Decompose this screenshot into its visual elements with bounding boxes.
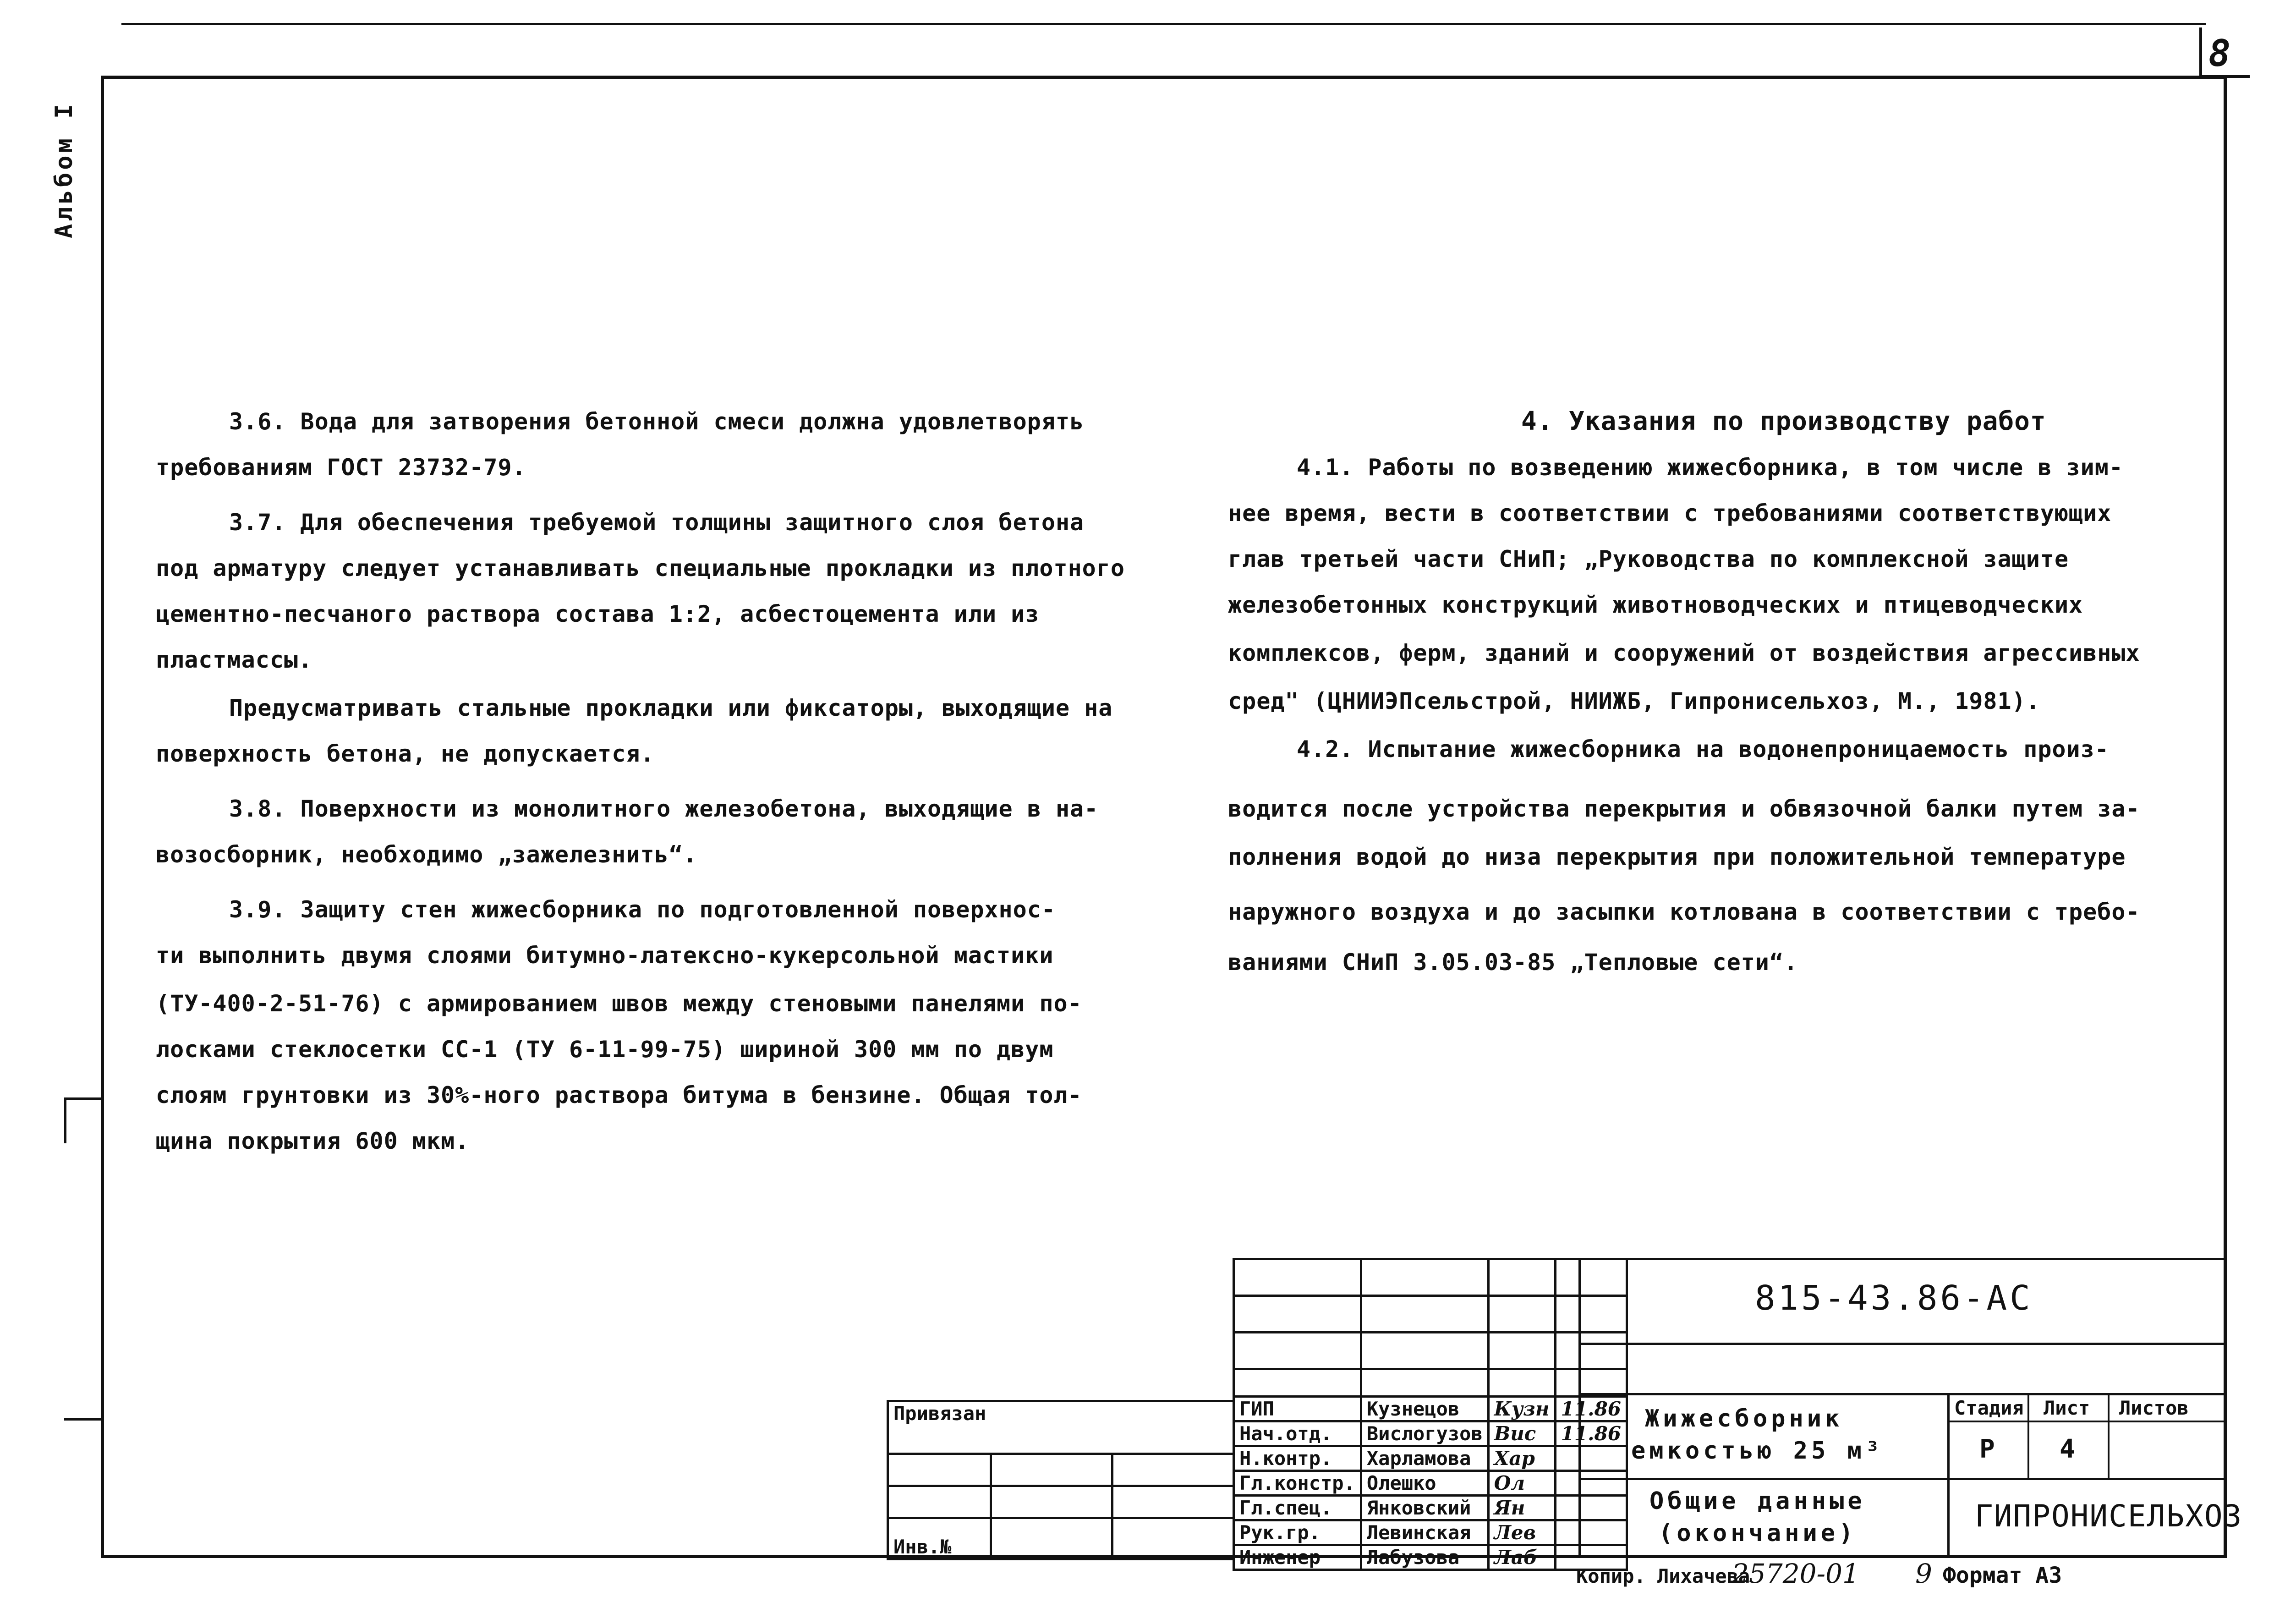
paper-format: Формат А3	[1943, 1563, 2062, 1588]
person-name: Левинская	[1361, 1520, 1488, 1545]
sheet-label: Лист	[2044, 1397, 2090, 1419]
role-label: Рук.гр.	[1234, 1520, 1361, 1545]
organization-name: ГИПРОНИСЕЛЬХОЗ	[1975, 1498, 2243, 1534]
binding-mark-vertical	[64, 1097, 66, 1143]
person-name: Олешко	[1361, 1471, 1488, 1496]
title-divider	[1578, 1343, 2227, 1345]
text-line: цементно-песчаного раствора состава 1:2, асбестоцемента или из	[156, 601, 1040, 627]
binding-mark-lower	[64, 1418, 101, 1421]
text-line: 4.1. Работы по возведению жижесборника, в том числе в зим-	[1297, 454, 2123, 481]
text-line: 3.7. Для обеспечения требуемой толщины защитного слоя бетона	[229, 509, 1085, 536]
object-capacity: емкостью 25 м³	[1631, 1437, 1884, 1465]
text-line: 3.8. Поверхности из монолитного железобетона, выходящие в на-	[229, 796, 1099, 822]
title-divider	[1578, 1478, 2227, 1480]
role-label: Н.контр.	[1234, 1446, 1361, 1471]
inv-label: Инв.№	[893, 1536, 952, 1558]
text-line: (ТУ-400-2-51-76) с армированием швов между стеновыми панелями по-	[156, 990, 1082, 1017]
text-line: нее время, вести в соответствии с требованиями соответствующих	[1228, 500, 2112, 527]
text-line: лосками стеклосетки СС-1 (ТУ 6-11-99-75) шириной 300 мм по двум	[156, 1036, 1054, 1063]
sheet-value: 4	[2060, 1434, 2075, 1464]
signature: Ол	[1488, 1471, 1555, 1496]
text-line: поверхность бетона, не допускается.	[156, 741, 655, 767]
text-line: пластмассы.	[156, 647, 313, 673]
top-border-line	[121, 23, 2206, 25]
signature-row	[1234, 1496, 1627, 1520]
person-name: Лабузова	[1361, 1545, 1488, 1570]
text-line: ти выполнить двумя слоями битумно-латексно-кукерсольной мастики	[156, 942, 1054, 969]
stage-label: Стадия	[1954, 1397, 2024, 1419]
signature: Кузн	[1488, 1397, 1555, 1421]
text-line: водится после устройства перекрытия и обвязочной балки путем за-	[1228, 796, 2140, 822]
signature-row	[1234, 1397, 1627, 1421]
document-number: 25720-01	[1732, 1558, 1859, 1589]
person-name: Вислогузов	[1361, 1421, 1488, 1446]
signature-row	[1234, 1545, 1627, 1570]
section-heading: 4. Указания по производству работ	[1521, 406, 2046, 436]
signature: Лев	[1488, 1520, 1555, 1545]
copied-by: Копир. Лихачева	[1576, 1565, 1750, 1587]
binding-box	[887, 1400, 1235, 1560]
role-label: ГИП	[1234, 1397, 1361, 1421]
person-name: Кузнецов	[1361, 1397, 1488, 1421]
signature: Лаб	[1488, 1545, 1555, 1570]
text-line: 4.2. Испытание жижесборника на водонепроницаемость произ-	[1297, 736, 2109, 763]
stage-divider	[2108, 1393, 2110, 1478]
stage-divider	[2027, 1393, 2029, 1478]
signature: Вис	[1488, 1421, 1555, 1446]
page-number: 9	[1915, 1558, 1932, 1589]
text-line: требованиям ГОСТ 23732-79.	[156, 454, 526, 481]
signatures-table	[1233, 1258, 1628, 1571]
role-label: Нач.отд.	[1234, 1421, 1361, 1446]
sheet-number: 8	[2208, 32, 2231, 75]
title-divider-vertical	[1947, 1393, 1950, 1558]
text-line: слоям грунтовки из 30%-ного раствора битума в бензине. Общая тол-	[156, 1082, 1082, 1108]
title-divider	[1578, 1393, 2227, 1395]
object-title: Жижесборник	[1645, 1405, 1843, 1432]
person-name: Харламова	[1361, 1446, 1488, 1471]
text-line: под арматуру следует устанавливать специальные прокладки из плотного	[156, 555, 1125, 582]
text-line: сред" (ЦНИИЭПсельстрой, НИИЖБ, Гипронисельхоз, М., 1981).	[1228, 688, 2040, 714]
sheet-subtitle: (окончание)	[1659, 1520, 1857, 1547]
text-line: Предусматривать стальные прокладки или фиксаторы, выходящие на	[229, 695, 1113, 721]
sheet-title: Общие данные	[1649, 1487, 1866, 1515]
signature: Ян	[1488, 1496, 1555, 1520]
role-label: Гл.констр.	[1234, 1471, 1361, 1496]
signature-row	[1234, 1471, 1627, 1496]
sheets-label: Листов	[2119, 1397, 2189, 1419]
text-line: 3.6. Вода для затворения бетонной смеси должна удовлетворять	[229, 408, 1085, 435]
text-line: полнения водой до низа перекрытия при положительной температуре	[1228, 844, 2126, 870]
sign-date: 11.86	[1555, 1421, 1627, 1446]
stage-header-line	[1947, 1421, 2227, 1422]
text-line: железобетонных конструкций животноводческих и птицеводческих	[1228, 592, 2083, 618]
text-line: ваниями СНиП 3.05.03-85 „Тепловые сети“.	[1228, 949, 1798, 976]
role-label: Гл.спец.	[1234, 1496, 1361, 1520]
text-line: наружного воздуха и до засыпки котлована в соответствии с требо-	[1228, 899, 2140, 925]
sign-date: 11.86	[1555, 1397, 1627, 1421]
text-line: 3.9. Защиту стен жижесборника по подготовленной поверхнос-	[229, 896, 1056, 923]
album-label: Альбом I	[50, 101, 78, 238]
role-label: Инженер	[1234, 1545, 1361, 1570]
bound-label: Привязан	[893, 1402, 986, 1425]
person-name: Янковский	[1361, 1496, 1488, 1520]
text-line: глав третьей части СНиП; „Руководства по комплексной защите	[1228, 546, 2069, 572]
signature-row	[1234, 1421, 1627, 1446]
text-line: щина покрытия 600 мкм.	[156, 1128, 470, 1154]
signature-row	[1234, 1520, 1627, 1545]
document-code: 815-43.86-АС	[1755, 1278, 2033, 1318]
stage-value: Р	[1979, 1434, 1995, 1464]
signature-row	[1234, 1446, 1627, 1471]
binding-mark	[64, 1097, 101, 1100]
text-line: возосборник, необходимо „зажелезнить“.	[156, 841, 697, 868]
signature: Хар	[1488, 1446, 1555, 1471]
text-line: комплексов, ферм, зданий и сооружений от воздействия агрессивных	[1228, 640, 2140, 666]
